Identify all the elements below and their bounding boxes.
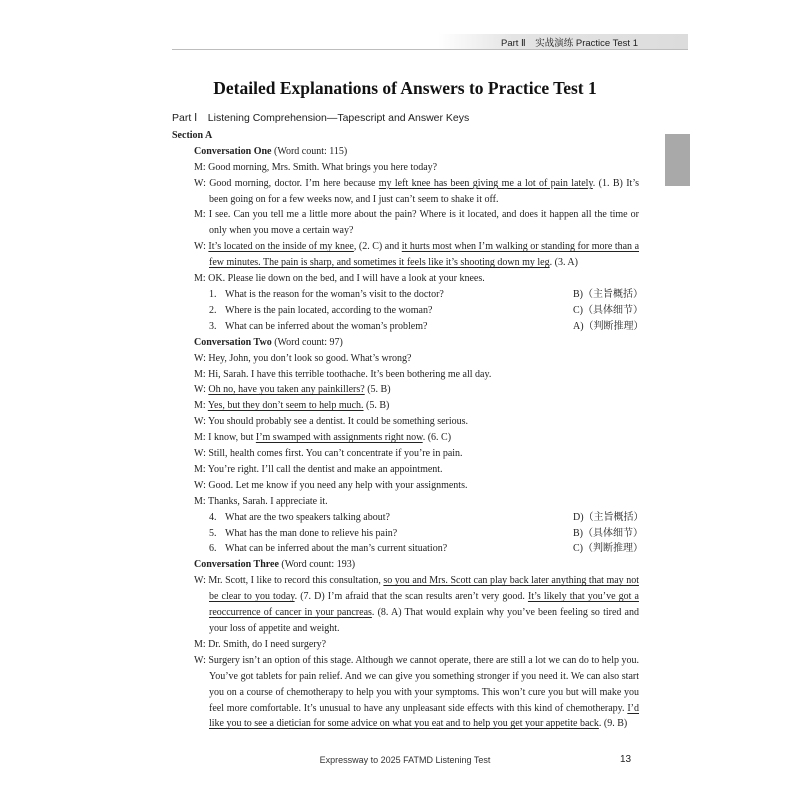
dialogue-line [172,176,639,208]
question-number: 6. [209,543,217,555]
page-title: Detailed Explanations of Answers to Practice Test 1 [213,78,597,98]
dialogue-text: M: OK. Please lie down on the bed, and I will have a look at your knees. [194,273,485,285]
dialogue-line [172,414,639,430]
dialogue-line [172,398,639,414]
question-text: What can be inferred about the woman’s problem? [225,320,428,332]
conversation-heading [172,335,639,351]
dialogue-line [172,367,639,383]
underlined-answer-cue: It’s located on the inside of my knee [208,241,354,253]
dialogue-text: M: I know, but [194,432,256,444]
dialogue-text: W: Good morning, doctor. I’m here because [194,177,379,189]
answer-key: D)（主旨概括） [573,511,644,523]
answer-key: C)（判断推理） [573,543,643,555]
question-text: What is the reason for the woman’s visit to the doctor? [225,288,444,300]
dialogue-line [172,430,639,446]
dialogue-text: M: You’re right. I’ll call the dentist and make an appointment. [194,463,443,475]
part-heading: Part Ⅰ Listening Comprehension—Tapescript and Answer Keys [172,112,470,124]
page-footer: Expressway to 2025 FATMD Listening Test [319,755,491,765]
dialogue-text: W: [194,241,209,253]
dialogue-line [172,653,639,733]
question-row [172,287,643,303]
underlined-answer-cue: my left knee has been giving me a lot of pain lately [378,177,593,189]
underlined-answer-cue: Oh no, have you taken any painkillers? [208,384,365,396]
dialogue-text: . (8. A) That would explain why you’ve been feeling so tired and your loss of appetite and weight. [209,607,639,634]
running-header: Part Ⅱ 实战演练 Practice Test 1 [500,38,638,49]
question-number: 2. [209,304,217,316]
dialogue-line [172,494,639,510]
dialogue-text: W: You should probably see a dentist. It could be something serious. [194,416,469,428]
answer-key: B)（具体细节） [573,527,643,539]
question-text: What can be inferred about the man’s current situation? [225,543,448,555]
question-text: Where is the pain located, according to the woman? [225,304,433,316]
underlined-answer-cue: it hurts most when I’m walking or standing for more than a few minutes. The pain is sharp, and sometimes it feels like it’s shooting down my leg [209,241,640,269]
question-number: 5. [209,527,217,539]
dialogue-line [172,160,639,176]
question-text: What has the man done to relieve his pain? [225,527,398,539]
dialogue-text: M: Good morning, Mrs. Smith. What brings you here today? [194,161,438,173]
dialogue-text: W: Mr. Scott, I like to record this consultation, [194,575,384,587]
dialogue-text: W: Hey, John, you don’t look so good. What’s wrong? [194,352,412,364]
dialogue-line [172,446,639,462]
conversation-title: Conversation One [194,145,272,157]
question-row [172,541,643,557]
dialogue-line [172,462,639,478]
dialogue-text: M: Hi, Sarah. I have this terrible toothache. It’s been bothering me all day. [194,368,492,380]
conversation-title: Conversation Three [194,559,279,571]
dialogue-text: M: Thanks, Sarah. I appreciate it. [194,495,328,507]
underlined-answer-cue: Yes, but they don’t seem to help much. [207,400,364,412]
dialogue-line [172,207,639,239]
dialogue-text: , (2. C) and [353,241,402,253]
dialogue-line [172,382,639,398]
question-row [172,303,643,319]
word-count: (Word count: 115) [271,145,348,157]
dialogue-text: . (1. B) It’s been going on for a few weeks now, and I just can’t seem to shake it off. [209,177,639,205]
question-number: 1. [209,288,217,300]
question-row [172,510,644,526]
page-number: 13 [620,754,632,765]
dialogue-line [172,239,639,271]
dialogue-text: . (3. A) [549,257,578,269]
dialogue-text: W: Still, health comes first. You can’t concentrate if you’re in pain. [194,448,463,460]
header-rule [172,49,688,50]
dialogue-line [172,271,639,287]
dialogue-line [172,573,639,637]
dialogue-text: W: Good. Let me know if you need any help with your assignments. [194,479,468,491]
answer-key: A)（判断推理） [573,320,644,332]
answer-key: B)（主旨概括） [573,288,643,300]
dialogue-text: M: Dr. Smith, do I need surgery? [194,638,327,650]
conversation-title: Conversation Two [194,336,272,348]
question-number: 3. [209,320,217,332]
word-count: (Word count: 97) [271,336,343,348]
question-number: 4. [209,511,217,523]
dialogue-text: M: [194,400,208,412]
dialogue-line [172,351,639,367]
dialogue-text: . (7. D) I’m afraid that the scan results aren’t very good. [294,591,528,603]
question-row [172,526,643,542]
conversation-heading [172,557,639,573]
answer-key: C)（具体细节） [573,304,643,316]
underlined-answer-cue: It’s likely that you’ve got a reoccurrence of cancer in your pancreas [209,591,639,619]
side-thumb-tab [665,134,690,186]
underlined-answer-cue: so you and Mrs. Scott can play back later anything that may not be clear to you today [209,575,639,603]
question-row [172,319,644,335]
conversations [172,144,644,733]
underlined-answer-cue: I’m swamped with assignments right now [255,432,423,444]
dialogue-text: W: Surgery isn’t an option of this stage. Although we cannot operate, there are still a lot we can do to help you. You’ve got tablets for pain relief. And we can give you something stronger if you need it. We can also start you on a course of chemotherapy to help you with your symptoms. This won’t cure you but will make you feel more comfortable. It’s unusual to have any unpleasant side effects with this kind of chemotherapy. [194,654,639,714]
dialogue-text: (5. B) [364,384,391,396]
document-body [172,111,644,732]
dialogue-text: . (9. B) [598,718,628,730]
dialogue-line [172,637,639,653]
section-heading: Section A [172,129,213,141]
dialogue-line [172,478,639,494]
dialogue-text: W: [194,384,209,396]
question-text: What are the two speakers talking about? [225,511,390,523]
dialogue-text: (5. B) [363,400,390,412]
word-count: (Word count: 193) [278,559,356,571]
dialogue-text: . (6. C) [422,432,452,444]
underlined-answer-cue: I’d like you to see a dietician for some advice on what you eat and to help you get your appetite back [209,702,639,730]
conversation-heading [172,144,639,160]
dialogue-text: M: I see. Can you tell me a little more about the pain? Where is it located, and does it happen all the time or only when you move a certain way? [194,209,639,237]
